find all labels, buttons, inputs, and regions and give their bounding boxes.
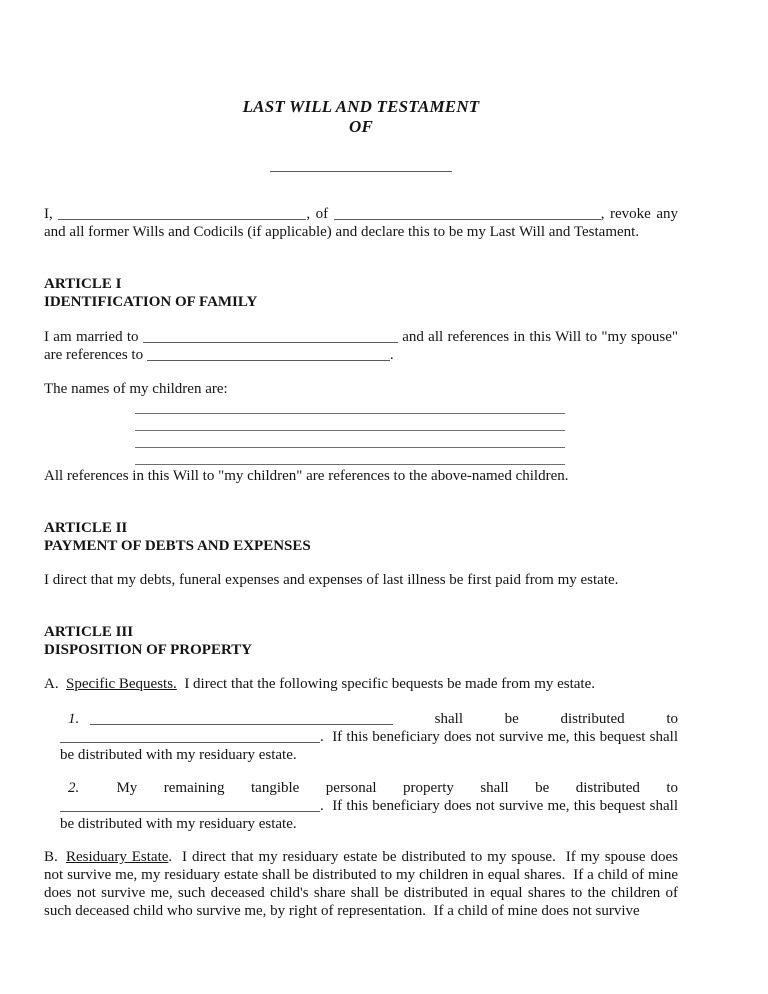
- spouse-name-blank: [143, 331, 398, 343]
- married-post: .: [389, 347, 394, 363]
- section-b-label: B.: [44, 849, 58, 865]
- debts-paragraph: I direct that my debts, funeral expenses and expenses of last illness be first paid from my estate.: [44, 572, 619, 588]
- opening-paragraph: [44, 205, 678, 241]
- testator-name-blank: [58, 208, 306, 220]
- bequest-item-1: [60, 710, 678, 764]
- section-a-heading: Specific Bequests.: [66, 676, 177, 692]
- married-pre: I am married to: [44, 329, 139, 345]
- testator-name-title-blank: [270, 151, 452, 172]
- item-1-text-2: . If this beneficiary does not survive me, this bequest shall be distributed with my residuary estate.: [60, 729, 678, 763]
- child-name-line-3: [135, 431, 565, 448]
- bequest-description-blank: [90, 713, 393, 725]
- article-2-title: PAYMENT OF DEBTS AND EXPENSES: [44, 538, 311, 554]
- section-b-heading: Residuary Estate: [66, 849, 169, 865]
- opening-mid: , of: [306, 206, 329, 222]
- section-a-paragraph: [44, 675, 678, 693]
- children-note: All references in this Will to "my children" are references to the above-named children.: [44, 468, 569, 484]
- item-2-text-2: . If this beneficiary does not survive me, this bequest shall be distributed with my residuary estate.: [60, 798, 678, 832]
- spouse-reference-blank: [147, 349, 390, 361]
- bequest-item-2: [60, 779, 678, 833]
- beneficiary-2-blank: [60, 800, 320, 812]
- article-1-title: IDENTIFICATION OF FAMILY: [44, 294, 258, 310]
- article-3-title: DISPOSITION OF PROPERTY: [44, 642, 253, 658]
- marriage-paragraph: [44, 328, 678, 364]
- children-intro: The names of my children are:: [44, 381, 228, 397]
- beneficiary-1-blank: [60, 731, 320, 743]
- item-1-text-1: shall be distributed to: [434, 711, 678, 727]
- testator-residence-blank: [334, 208, 601, 220]
- article-2-number: ARTICLE II: [44, 520, 128, 536]
- child-name-line-4: [135, 448, 565, 465]
- section-a-label: A.: [44, 676, 59, 692]
- article-3-heading: [44, 623, 678, 659]
- document-title-of: OF: [348, 117, 374, 136]
- section-b-paragraph: [44, 848, 678, 920]
- item-1-number: 1.: [68, 711, 80, 727]
- item-2-text-1: My remaining tangible personal property shall be distributed to: [116, 780, 678, 796]
- section-b-body: . I direct that my residuary estate be distributed to my spouse. If my spouse does not survive me, my residuary estate shall be distributed to my children in equal shares. If a child of mine does not survive me, such deceased child's share shall be distributed in equal shares to the children of such deceased child who survive me, by right of representation. If a child of mine does not survive: [44, 849, 678, 919]
- child-name-line-1: [135, 398, 565, 414]
- article-1-heading: [44, 275, 678, 311]
- opening-post: , revoke any and all former Wills and Codicils (if applicable) and declare this to be my Last Will and Testament.: [44, 206, 679, 240]
- document-title: LAST WILL AND TESTAMENT: [242, 97, 480, 116]
- item-2-number: 2.: [68, 780, 80, 796]
- section-a-body: I direct that the following specific bequests be made from my estate.: [180, 676, 596, 692]
- article-1-number: ARTICLE I: [44, 276, 122, 292]
- article-2-heading: [44, 519, 678, 555]
- opening-pre: I,: [44, 206, 53, 222]
- article-3-number: ARTICLE III: [44, 624, 134, 640]
- married-mid: and all references in this Will to "my spouse" are references to: [44, 329, 678, 363]
- child-name-line-2: [135, 414, 565, 431]
